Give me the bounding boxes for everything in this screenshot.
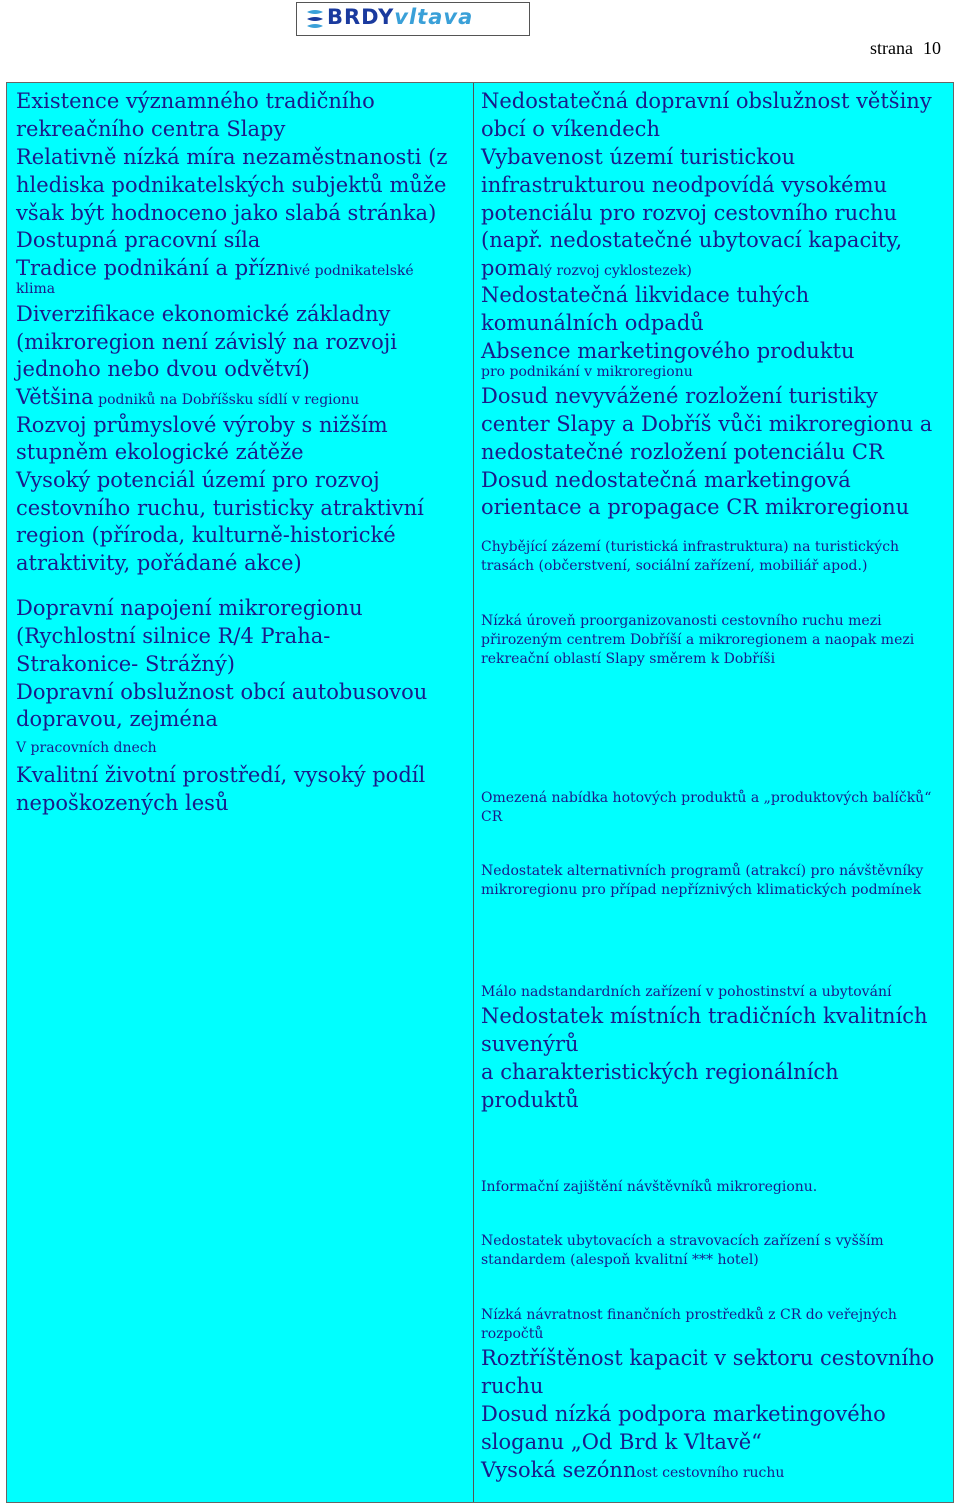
weakness-line: trasách (občerstvení, sociální zařízení, mobiliář apod.) <box>481 558 868 574</box>
strength-line: (Rychlostní silnice R/4 Praha- <box>16 624 331 648</box>
weakness-line: Dosud nevyvážené rozložení turistiky <box>481 384 878 408</box>
strength-line: cestovního ruchu, turisticky atraktivní <box>16 496 424 520</box>
weakness-line <box>481 1456 784 1487</box>
weakness-line: nedostatečné rozložení potenciálu CR <box>481 440 884 464</box>
strength-line-part: ivé podnikatelské <box>289 263 414 279</box>
weakness-line: Chybějící zázemí (turistická infrastruktura) na turistických <box>481 539 900 555</box>
weakness-line: Informační zajištění návštěvníků mikroregionu. <box>481 1179 818 1195</box>
weakness-line: mikroregionu pro případ nepříznivých klimatických podmínek <box>481 882 922 898</box>
strength-line: Vysoký potenciál území pro rozvoj <box>16 468 380 492</box>
strength-line: Kvalitní životní prostředí, vysoký podíl <box>16 763 426 787</box>
strength-line: Dopravní obslužnost obcí autobusovou <box>16 680 428 704</box>
strength-line: Dopravní napojení mikroregionu <box>16 596 363 620</box>
strength-line: dopravou, zejména <box>16 707 218 731</box>
page-number-value: 10 <box>922 38 941 58</box>
weakness-line: produktů <box>481 1088 579 1112</box>
strength-line: nepoškozených lesů <box>16 791 229 815</box>
weakness-line: Nedostatek ubytovacích a stravovacích zařízení s vyšším <box>481 1233 884 1249</box>
strength-line-part: Tradice podnikání a přízn <box>16 256 290 280</box>
strength-line: hlediska podnikatelských subjektů může <box>16 173 447 197</box>
weakness-line: pro podnikání v mikroregionu <box>481 364 693 380</box>
weakness-line: Absence marketingového produktu <box>481 339 855 363</box>
weakness-line: (např. nedostatečné ubytovací kapacity, <box>481 228 903 252</box>
swot-table <box>6 82 954 1503</box>
logo-wordmark <box>327 5 473 29</box>
page-number <box>870 38 941 59</box>
strength-line <box>16 383 359 414</box>
brdy-vltava-logo <box>296 2 530 36</box>
logo-wave-icon <box>305 8 325 30</box>
weakness-line: přirozeným centrem Dobříší a mikroregionem a naopak mezi <box>481 632 915 648</box>
column-divider <box>473 83 474 1502</box>
strength-line: rekreačního centra Slapy <box>16 117 286 141</box>
strength-line: však být hodnoceno jako slabá stránka) <box>16 201 437 225</box>
weakness-line: Nízká návratnost finančních prostředků z CR do veřejných <box>481 1307 897 1323</box>
weakness-line: Nízká úroveň proorganizovanosti cestovního ruchu mezi <box>481 613 882 629</box>
weakness-line: Dosud nedostatečná marketingová <box>481 468 851 492</box>
weakness-line: standardem (alespoň kvalitní *** hotel) <box>481 1252 759 1268</box>
weakness-line: ruchu <box>481 1374 544 1398</box>
weakness-line: center Slapy a Dobříš vůči mikroregionu a <box>481 412 933 436</box>
strength-line: klima <box>16 281 56 297</box>
weakness-line-part: ost cestovního ruchu <box>636 1465 785 1481</box>
weakness-line: komunálních odpadů <box>481 311 704 335</box>
weakness-line-part: Vysoká sezónn <box>481 1458 637 1482</box>
strength-line-part: podniků na Dobříšsku sídlí v regionu <box>93 392 360 408</box>
logo-brand: BRDY <box>327 5 395 29</box>
weakness-line: Omezená nabídka hotových produktů a „produktových balíčků“ <box>481 790 932 806</box>
weakness-line: infrastrukturou neodpovídá vysokému <box>481 173 888 197</box>
weakness-line-part: poma <box>481 256 540 280</box>
weakness-line: a charakteristických regionálních <box>481 1060 839 1084</box>
weakness-line: suvenýrů <box>481 1032 579 1056</box>
weakness-line: orientace a propagace CR mikroregionu <box>481 495 910 519</box>
weakness-line: Nedostatek místních tradičních kvalitních <box>481 1004 928 1028</box>
strength-line: Relativně nízká míra nezaměstnanosti (z <box>16 145 448 169</box>
strength-line: atraktivity, pořádané akce) <box>16 551 302 575</box>
weakness-line: rekreační oblastí Slapy směrem k Dobříši <box>481 651 776 667</box>
weakness-line: obcí o víkendech <box>481 117 660 141</box>
strength-line: Rozvoj průmyslové výroby s nižším <box>16 413 388 437</box>
weakness-line: CR <box>481 809 503 825</box>
strength-line: Dostupná pracovní síla <box>16 228 261 252</box>
strength-line <box>16 254 414 285</box>
weakness-line: Nedostatečná dopravní obslužnost většiny <box>481 89 932 113</box>
weakness-line: rozpočtů <box>481 1326 544 1342</box>
weakness-line: Roztříštěnost kapacit v sektoru cestovního <box>481 1346 935 1370</box>
strength-line: jednoho nebo dvou odvětví) <box>16 357 310 381</box>
weakness-line: Nedostatek alternativních programů (atrakcí) pro návštěvníky <box>481 863 924 879</box>
strength-line: Existence významného tradičního <box>16 89 375 113</box>
strength-line: (mikroregion není závislý na rozvoji <box>16 330 397 354</box>
strength-line: Strakonice- Strážný) <box>16 652 235 676</box>
weakness-line: sloganu „Od Brd k Vltavě“ <box>481 1430 762 1454</box>
strength-line: V pracovních dnech <box>16 740 157 756</box>
weakness-line-part: lý rozvoj cyklostezek) <box>539 263 692 279</box>
strength-line: Diverzifikace ekonomické základny <box>16 302 391 326</box>
page-label: strana <box>870 38 913 58</box>
logo-brand-vltava: vltava <box>394 5 474 29</box>
weakness-line: Málo nadstandardních zařízení v pohostinství a ubytování <box>481 984 892 1000</box>
strength-line: stupněm ekologické zátěže <box>16 440 304 464</box>
weakness-line: potenciálu pro rozvoj cestovního ruchu <box>481 201 898 225</box>
weakness-line: Nedostatečná likvidace tuhých <box>481 283 810 307</box>
strength-line: region (příroda, kulturně-historické <box>16 523 396 547</box>
strength-line-part: Většina <box>16 385 94 409</box>
weakness-line: Dosud nízká podpora marketingového <box>481 1402 886 1426</box>
weakness-line: Vybavenost území turistickou <box>481 145 796 169</box>
